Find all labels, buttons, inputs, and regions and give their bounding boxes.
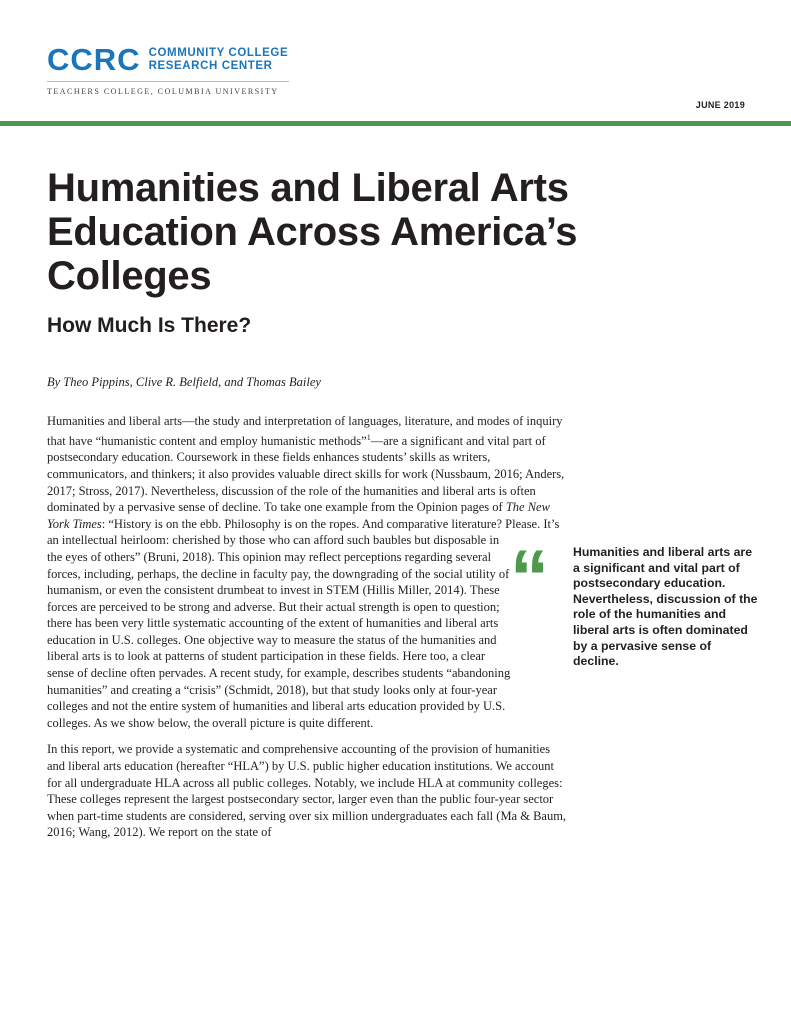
- logo-divider: [47, 81, 289, 82]
- logo-subtitle: TEACHERS COLLEGE, COLUMBIA UNIVERSITY: [47, 87, 279, 96]
- paragraph-text: Humanities and liberal arts—the study and interpretation of languages, literature, and modes of inquiry that have “humanistic content and employ humanistic methods”: [47, 414, 563, 448]
- publication-name: The New York Times: [47, 500, 550, 531]
- body-text: [47, 413, 567, 851]
- body-paragraph-1: [47, 413, 567, 731]
- footnote-ref: 1: [366, 432, 371, 442]
- logo-name-line1: COMMUNITY COLLEGE: [148, 46, 289, 59]
- publication-date: JUNE 2019: [695, 100, 745, 110]
- pull-quote: Humanities and liberal arts are a significant and vital part of postsecondary education. Nevertheless, discussion of the role of the humanities and liberal arts is often dominated by a pervasive sense of decline.: [573, 545, 758, 669]
- logo-name-line2: RESEARCH CENTER: [148, 59, 273, 72]
- body-paragraph-2: In this report, we provide a systematic and comprehensive accounting of the provision of humanities and liberal arts education (hereafter “HLA”) by U.S. public higher education institutions. We account for all undergraduate HLA across all public colleges. Notably, we include HLA at community colleges: These colleges represent the largest postsecondary sector, larger even than the public four-year sector when part-time students are considered, serving over six million undergraduates each fall (Ma & Baum, 2016; Wang, 2012). We report on the state of: [47, 742, 567, 840]
- header-rule: [0, 121, 791, 126]
- logo-name: [149, 47, 289, 73]
- ccrc-logo: [47, 44, 288, 75]
- authors-byline: By Theo Pippins, Clive R. Belfield, and Thomas Bailey: [47, 375, 321, 389]
- logo-acronym: CCRC: [47, 42, 141, 77]
- page-title: Humanities and Liberal Arts Education Across America’s Colleges: [47, 166, 578, 298]
- paragraph-text: —are a significant and vital part of postsecondary education. Coursework in these fields enhances students’ skills as writers, communicators, and thinkers; it also provides valuable direct skills for work (Nussbaum, 2016; Anders, 2017; Stross, 2017). Nevertheless, discussion of the role of the humanities and liberal arts is often dominated by a pervasive sense of decline. To take one example from the Opinion pages of: [47, 433, 565, 515]
- page-subtitle: How Much Is There?: [47, 314, 252, 337]
- quote-mark-icon: “: [510, 533, 549, 621]
- paragraph-text: : “History is on the ebb. Philosophy is on the ropes. And comparative literature? Please. It’s an intellectual heirloom: cherished by those who can afford such baubles but disposable in the eyes of others” (Bruni, 2018). This opinion may reflect perceptions regarding several forces, including, perhaps, the decline in faculty pay, the downgrading of the social utility of humanism, or even the consistent drumbeat to invest in STEM (Hillis Miller, 2014). These forces are perceived to be strong and adverse. But their actual strength is open to question; there has been very little systematic accounting of the extent of humanities and liberal arts education in U.S. colleges. One objective way to measure the status of the humanities and liberal arts is to look at patterns of student participation in these fields. Here too, a clear sense of decline often pervades. A recent study, for example, describes students “abandoning humanities” and creating a “crisis” (Schmidt, 2018), but that study looks only at four-year colleges and not the entire system of humanities and liberal arts education provided by U.S. colleges. As we show below, the overall picture is quite different.: [47, 516, 560, 730]
